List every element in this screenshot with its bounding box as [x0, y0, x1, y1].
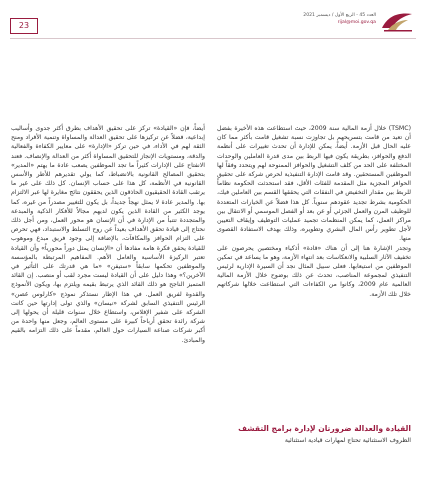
article-column-left [11, 124, 205, 345]
magazine-logo [378, 8, 416, 34]
section-heading: القيادة والعدالة ضرورتان لإدارة برامج التقشف [238, 424, 411, 433]
paragraph: أيضاً، فإن «القيادة» تركز على تحقيق الأهداف بطرق أكثر جدوى وأساليب إبداعية، فضلاً عن تركيزها على تحقيق العدالة والمساواة وتنمية الأفراد ومنح الثقة لهم في الأداء، في حين تركز «الإدارة» على معايير الكفاءة والفعالية والدقة، ومستويات الإنجاز للتحقيق المساواة أكثر من العدالة والإنصاف. فعند الانفتاح على الإدارات كثيراً ما تجد الموظفين يصعب عادة ما يهتم «المدير» بتحقيق المصالح القانونية بالانضباط، كما يولي تقديرهم للأطر والأسس القانونية في الأنظمة، كل هذا على حساب الإنسان. كل ذلك على غير ما يرتقب القادة الحقيقيون الحاذقون الذين يحققون نتائج مغايرة لها عبر الالتزام بها. والمدير عادة لا يمثل نهجاً جديداً، بل يكون للتغيير مصدراً من غيره، كما يوجد الكثير من القادة الذين يكون لديهم مجالاً للأفكار الذكية والمبدعة والمتجددة تتنبأ من الإدارة في أن الإنسان هو محور العمل، ومن أجل ذلك نحتاج إلى قيادة تحقق الأهداف بعيداً عن روح التسلط والاستبداد، فهي تحرص على التزام الحوافز والمكافآت، بالإضافة إلى وجود فريق مبدع وموهوب للقيادة يحقق فكرة هامة مفادها أن «الإنسان يمثل دوراً محورياً» وأن القيادة تعتبر الركيزة الأساسية والعامل الأهم. المفاهيم المرتبطة بالمؤسسة والموظفين تحكمها سابقاً «ستيفن» «ما هي قدرتك على التأثير في الآخرين؟» وهذا دليل على أن القيادة ليست مجرد لقب أو منصب. إن القائد المتميز الناجح هو ذلك القائد الذي يرتبط بقيمه ويلتزم بها، ويكون الأنموذج والقدوة لفريق العمل. في هذا الإطار نستذكر نموذج «كارلوس غصن» الرئيس التنفيذي السابق لشركة «نيسان» والذي تولى إدارتها حين كانت الشركة على شفير الإفلاس، واستطاع خلال سنوات قليلة أن يحولها إلى شركة رائدة تحقق أرباحاً كبيرة على مستوى العالم، وجعل منها واحدة من أكبر شركات صناعة السيارات حول العالم، مقدماً على ذلك التزامه بالقيم والمبادئ. [11, 125, 205, 344]
header-divider [10, 38, 416, 39]
page-number: 23 [10, 18, 38, 34]
paragraph: (TSMC) خلال أزمة المالية سنة 2009، حيث استطاعت هذه الأخيرة بفضل أن تعيد من قامت بتسريحهم بل تجاوزت نسبة تشغيل قامت بأكثر مما كان عليه الحال قبل الأزمة. أيضاً، يمكن للإدارة أن تحدث تغييرات على أنظمة الدفع والحوافز، بطريقة يكون فيها الربط بين مدى قدرة العاملين والوحدات المختلفة على الحد من كلف التشغيل والحوافز الممنوحة لهم ويتحدد وفقاً لها الموظفين المستحقين. وقد قامت الإدارة التنفيذية لحرص شركة على تحقيق الحوافز المجزية مثل المقدمة للفئات الأقل، فقد استحدثت الحكومة نظاماً للربط بين مقدار التخفيض في النفقات التي يحققها القسم بين العاملين فيك، الحكومية بشرط تجديد عقودهم سنوياً. كل هذا فضلاً عن الخيارات المتعددة للوظيف المرن والعمل الجزئي أو عن بعد أو الفصل الموسمي أو الانتقال بين مراكز العمل، كما يمكن المنظمات تجميد عمليات التوظيف وإيقاف التعيين لأجل تطوير رأس المال البشري وتطويره، وذلك بهدف الاستفادة القصوى منها. [217, 125, 411, 243]
paragraph: وتجدر الإشارة هنا إلى أن هناك «قادة» أذكياء ومختصين يحرصون على تخفيف الآثار السلبية والانعكاسات بعد انتهاء الأزمة، وهو ما يساعد في تمكين الموظفين من استيعابها. فعلى سبيل المثال نجد أن السيرة الإدارية لرئيس التنفيذي لمجموعة المناصب، تحدث عن ذلك بوضوح خلال الأزمة المالية العالمية عام 2009، وكانوا من الكفاءات التي استطاعت خلالها شركاتهم خلال تلك الأزمة. [217, 244, 411, 298]
issue-info [252, 12, 376, 26]
contact-email[interactable]: rijal@moi.gov.qa [337, 20, 376, 25]
section-subtext: الظروف الاستثنائية تحتاج لمهارات قيادية استثنائية [284, 437, 411, 444]
issue-line: العدد 45 - الربع الأول / ديسمبر 2021 [303, 13, 376, 18]
article-column-right [217, 124, 411, 299]
